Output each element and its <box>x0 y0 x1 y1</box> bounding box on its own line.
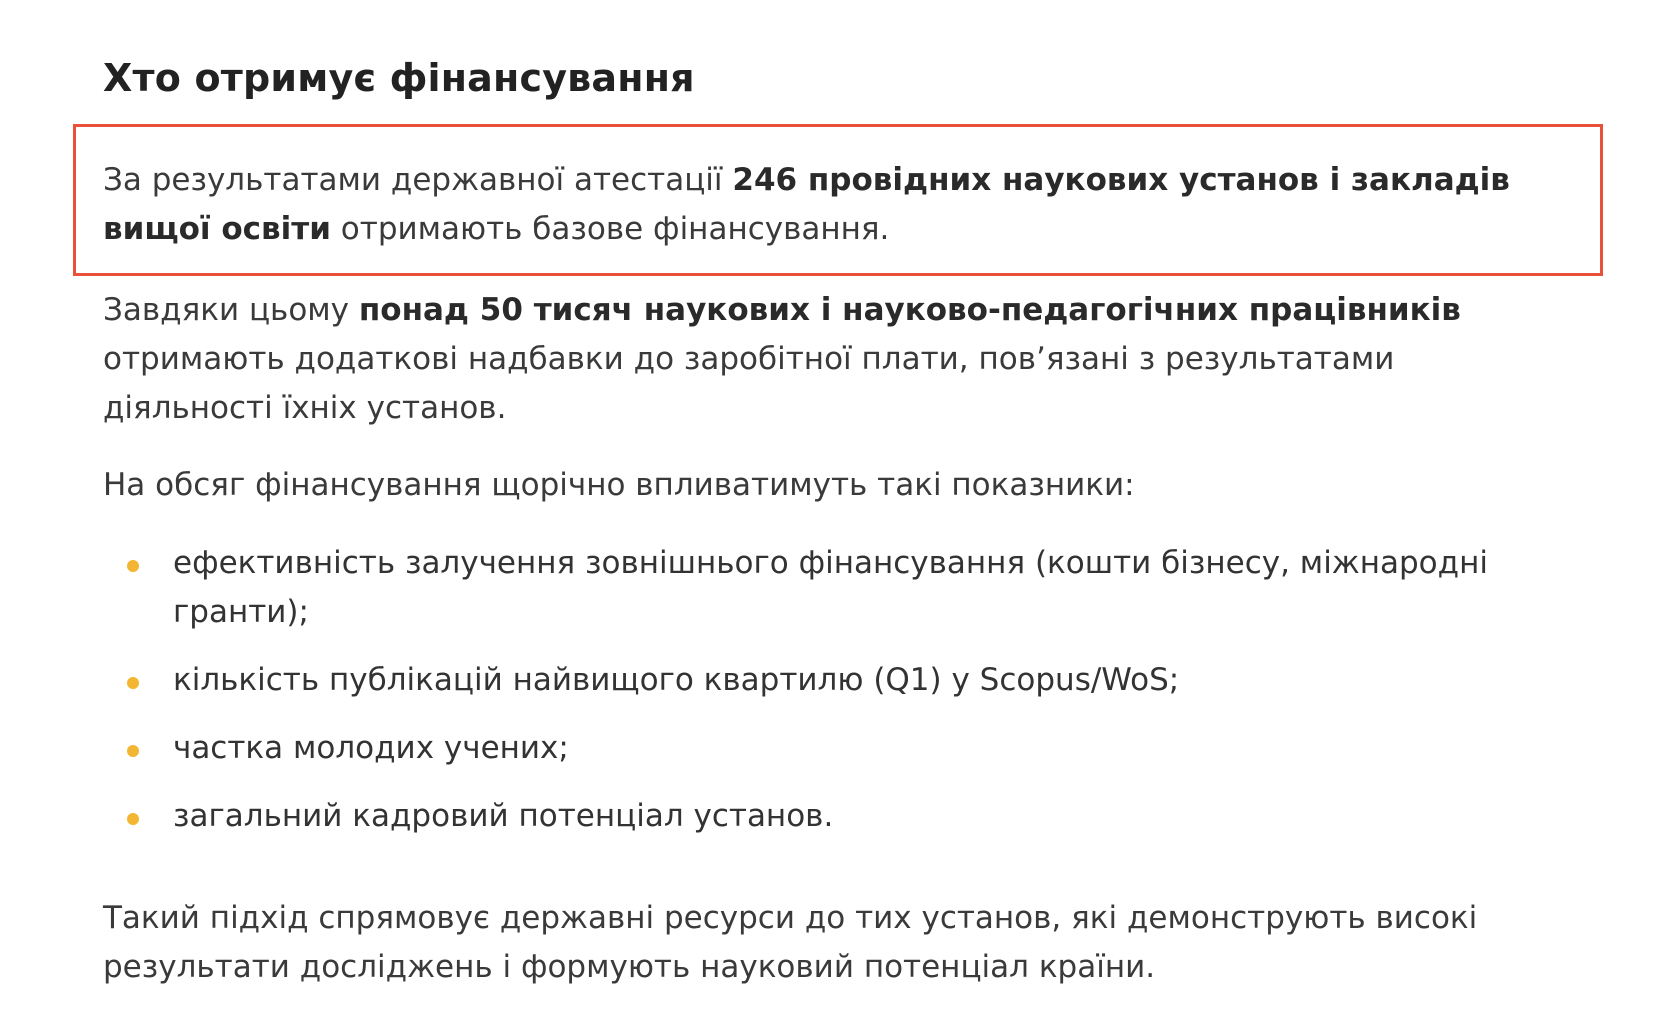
list-item <box>103 656 1573 705</box>
section-heading: Хто отримує фінансування <box>103 56 695 100</box>
list-item-text: ефективність залучення зовнішнього фінансування (кошти бізнесу, міжнародні гранти); <box>173 545 1488 630</box>
list-item-text: кількість публікацій найвищого квартилю (Q1) у Scopus/WoS; <box>173 662 1180 698</box>
list-item <box>103 792 1573 841</box>
workers-bold-text: понад 50 тисяч наукових і науково-педагогічних працівників <box>358 292 1461 328</box>
highlight-text-after: отримають базове фінансування. <box>330 211 890 247</box>
bullet-dot-icon <box>127 813 139 825</box>
list-item-text: частка молодих учених; <box>173 730 569 766</box>
indicators-intro: На обсяг фінансування щорічно впливатимуть такі показники: <box>103 467 1135 503</box>
list-item <box>103 724 1573 773</box>
list-item-text: загальний кадровий потенціал установ. <box>173 798 834 834</box>
bullet-dot-icon <box>127 677 139 689</box>
indicators-list <box>103 539 1573 841</box>
workers-text-before: Завдяки цьому <box>103 292 359 328</box>
bullet-dot-icon <box>127 560 139 572</box>
highlight-paragraph <box>103 156 1573 254</box>
workers-paragraph <box>103 286 1573 433</box>
list-item <box>103 539 1573 637</box>
highlight-bold-text: 246 провідних наукових установ і закладів вищої освіти <box>103 162 1510 247</box>
workers-text-after: отримають додаткові надбавки до заробітної плати, пов’язані з результатами діяльності їхніх установ. <box>103 341 1395 426</box>
bullet-dot-icon <box>127 745 139 757</box>
conclusion-paragraph: Такий підхід спрямовує державні ресурси до тих установ, які демонструють високі результати досліджень і формують науковий потенціал країни. <box>103 900 1478 985</box>
highlight-text-before: За результатами державної атестації <box>103 162 733 198</box>
